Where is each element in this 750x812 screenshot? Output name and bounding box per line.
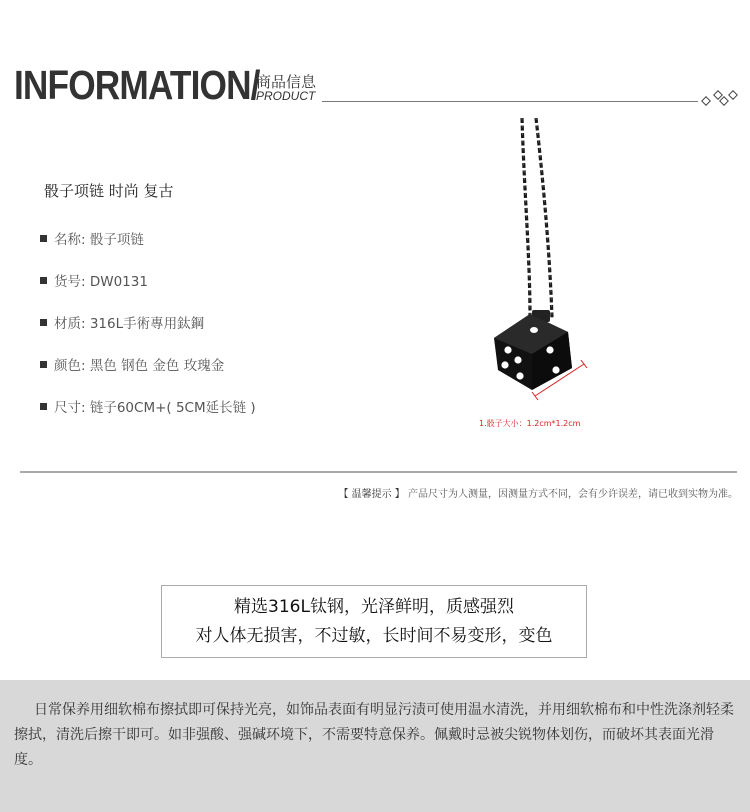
- warm-tip-label: 【 温馨提示 】: [338, 489, 405, 500]
- care-instructions: [0, 680, 750, 812]
- bullet-icon: [40, 403, 47, 410]
- spec-size-text: 尺寸: 链子60CM+( 5CM延长链 ): [54, 400, 256, 416]
- diamond-ornament-icon: [700, 86, 742, 110]
- section-divider: [20, 471, 737, 473]
- bullet-icon: [40, 235, 47, 242]
- bullet-icon: [40, 319, 47, 326]
- product-headline: 骰子项链 时尚 复古: [44, 182, 174, 200]
- feature-box: [161, 585, 587, 658]
- spec-item-number: [40, 270, 148, 290]
- dice-size-note: 1.骰子大小：1.2cm*1.2cm: [479, 419, 581, 428]
- spec-color: [40, 354, 224, 374]
- warm-tip-text: 产品尺寸为人测量，因测量方式不同，会有少许误差，请已收到实物为准。: [404, 489, 738, 500]
- section-subtitle: PRODUCT: [256, 89, 316, 103]
- feature-line-2: 对人体无损害，不过敏，长时间不易变形，变色: [195, 625, 553, 646]
- spec-name: [40, 228, 144, 248]
- care-text: 日常保养用细软棉布擦拭即可保持光亮，如饰品表面有明显污渍可使用温水清洗，并用细软棉布和中性洗涤剂轻柔擦拭，清洗后擦干即可。如非强酸、强碱环境下，不需要特意保养。佩戴时忌被尖锐物体划伤，而破坏其表面光滑度。: [14, 702, 734, 768]
- section-title-cn: 商品信息: [256, 73, 317, 91]
- spec-item-number-text: 货号: DW0131: [54, 274, 148, 290]
- header-divider: [322, 101, 698, 102]
- feature-line-1: 精选316L钛钢，光泽鲜明，质感强烈: [234, 596, 514, 617]
- bullet-icon: [40, 361, 47, 368]
- spec-name-text: 名称: 骰子项链: [54, 232, 144, 248]
- spec-size: [40, 396, 256, 416]
- warm-tip: [338, 485, 738, 500]
- spec-material: [40, 312, 204, 332]
- spec-material-text: 材质: 316L手術專用鈦鋼: [54, 316, 205, 332]
- bullet-icon: [40, 277, 47, 284]
- dice-necklace-image: [460, 118, 620, 438]
- page-title: INFORMATION/: [14, 62, 260, 108]
- spec-color-text: 颜色: 黑色 钢色 金色 玫瑰金: [54, 358, 225, 374]
